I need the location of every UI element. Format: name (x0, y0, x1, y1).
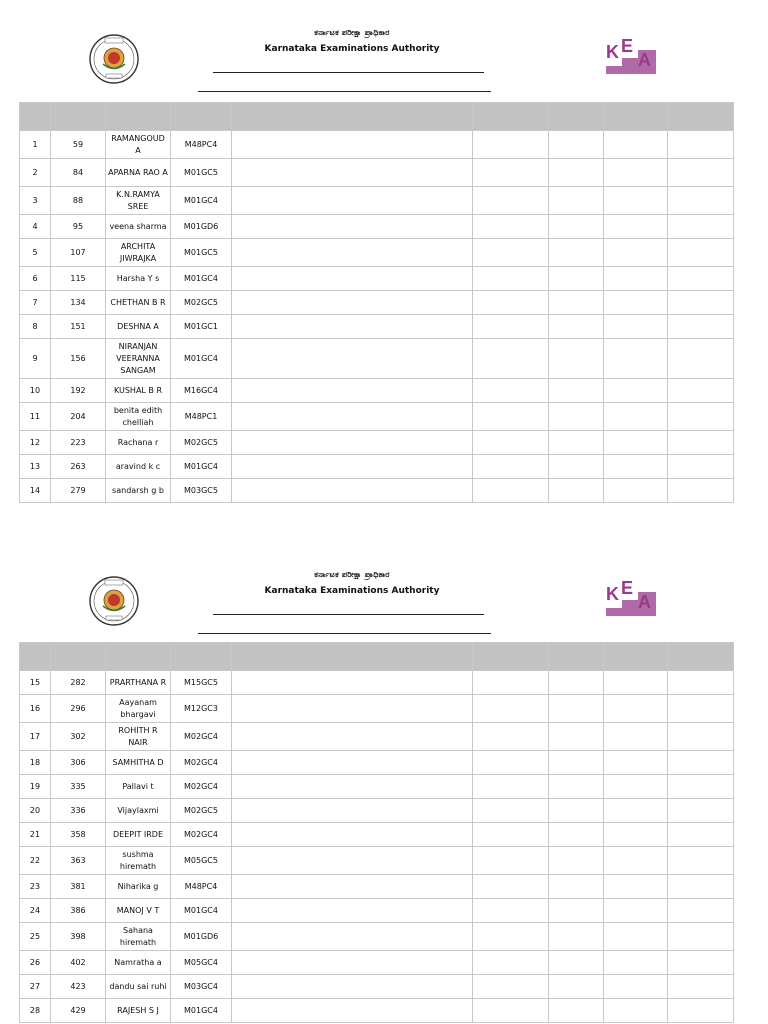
name-cell: aravind k c (106, 455, 171, 479)
code-cell: M02GC5 (171, 291, 232, 315)
rank-cell: 335 (51, 775, 106, 799)
table-row (20, 291, 734, 315)
org-name-english: Karnataka Examinations Authority (264, 586, 440, 596)
name-cell: ARCHITA JIWRAJKA (106, 239, 171, 267)
name-cell: SAMHITHA D (106, 751, 171, 775)
name-cell: benita edith chelliah (106, 403, 171, 431)
code-cell: M15GC5 (171, 671, 232, 695)
rank-cell: 302 (51, 723, 106, 751)
svg-text:E: E (621, 36, 634, 56)
serial-cell: 22 (20, 847, 51, 875)
divider-line (213, 72, 484, 73)
table-row (20, 339, 734, 379)
rank-cell: 95 (51, 215, 106, 239)
divider-line (213, 614, 484, 615)
rank-cell: 263 (51, 455, 106, 479)
serial-cell: 26 (20, 951, 51, 975)
serial-cell: 2 (20, 159, 51, 187)
name-cell: Sahana hiremath (106, 923, 171, 951)
kea-logo-icon (606, 578, 656, 618)
svg-text:E: E (621, 578, 634, 598)
table-row (20, 215, 734, 239)
table-header-row (20, 103, 734, 131)
rank-cell: 306 (51, 751, 106, 775)
rank-cell: 386 (51, 899, 106, 923)
results-table (19, 102, 734, 503)
serial-cell: 24 (20, 899, 51, 923)
name-cell: NIRANJAN VEERANNA SANGAM (106, 339, 171, 379)
code-cell: M01GD6 (171, 923, 232, 951)
name-cell: Niharika g (106, 875, 171, 899)
name-cell: Rachana r (106, 431, 171, 455)
serial-cell: 3 (20, 187, 51, 215)
rank-cell: 84 (51, 159, 106, 187)
serial-cell: 13 (20, 455, 51, 479)
serial-cell: 4 (20, 215, 51, 239)
serial-cell: 18 (20, 751, 51, 775)
serial-cell: 15 (20, 671, 51, 695)
rank-cell: 381 (51, 875, 106, 899)
header-cell (549, 103, 604, 131)
table-row (20, 799, 734, 823)
serial-cell: 5 (20, 239, 51, 267)
table-row (20, 723, 734, 751)
org-name-kannada: ಕರ್ನಾಟಕ ಪರೀಕ್ಷಾ ಪ್ರಾಧಿಕಾರ (314, 570, 390, 579)
table-row (20, 899, 734, 923)
rank-cell: 358 (51, 823, 106, 847)
rank-cell: 156 (51, 339, 106, 379)
serial-cell: 17 (20, 723, 51, 751)
name-cell: CHETHAN B R (106, 291, 171, 315)
serial-cell: 14 (20, 479, 51, 503)
name-cell: MANOJ V T (106, 899, 171, 923)
code-cell: M02GC5 (171, 799, 232, 823)
code-cell: M01GC4 (171, 899, 232, 923)
rank-cell: 296 (51, 695, 106, 723)
serial-cell: 16 (20, 695, 51, 723)
code-cell: M05GC4 (171, 951, 232, 975)
code-cell: M48PC4 (171, 875, 232, 899)
serial-cell: 28 (20, 999, 51, 1023)
name-cell: DEEPIT IRDE (106, 823, 171, 847)
table-row (20, 379, 734, 403)
code-cell: M02GC4 (171, 823, 232, 847)
name-cell: sushma hiremath (106, 847, 171, 875)
name-cell: Vijaylaxmi (106, 799, 171, 823)
serial-cell: 9 (20, 339, 51, 379)
name-cell: Pallavi t (106, 775, 171, 799)
name-cell: RAJESH S J (106, 999, 171, 1023)
rank-cell: 223 (51, 431, 106, 455)
code-cell: M01GC4 (171, 455, 232, 479)
karnataka-emblem-icon (88, 33, 140, 85)
rank-cell: 115 (51, 267, 106, 291)
org-name-kannada: ಕರ್ನಾಟಕ ಪರೀಕ್ಷಾ ಪ್ರಾಧಿಕಾರ (314, 28, 390, 37)
divider-line (198, 633, 491, 634)
name-cell: KUSHAL B R (106, 379, 171, 403)
divider-line (198, 91, 491, 92)
name-cell: RAMANGOUD A (106, 131, 171, 159)
serial-cell: 10 (20, 379, 51, 403)
table-row (20, 695, 734, 723)
rank-cell: 423 (51, 975, 106, 999)
code-cell: M16GC4 (171, 379, 232, 403)
results-table (19, 642, 734, 1023)
rank-cell: 398 (51, 923, 106, 951)
serial-cell: 1 (20, 131, 51, 159)
name-cell: veena sharma (106, 215, 171, 239)
name-cell: DESHNA A (106, 315, 171, 339)
karnataka-emblem-icon (88, 575, 140, 627)
header-cell (473, 643, 549, 671)
table-row (20, 671, 734, 695)
rank-cell: 134 (51, 291, 106, 315)
serial-cell: 20 (20, 799, 51, 823)
table-row (20, 267, 734, 291)
table-header-row (20, 643, 734, 671)
table-row (20, 479, 734, 503)
header-cell (668, 643, 734, 671)
header-cell (473, 103, 549, 131)
code-cell: M02GC4 (171, 723, 232, 751)
code-cell: M02GC4 (171, 751, 232, 775)
rank-cell: 279 (51, 479, 106, 503)
code-cell: M02GC5 (171, 431, 232, 455)
table-row (20, 315, 734, 339)
header-cell (171, 103, 232, 131)
rank-cell: 59 (51, 131, 106, 159)
code-cell: M48PC4 (171, 131, 232, 159)
code-cell: M05GC5 (171, 847, 232, 875)
code-cell: M48PC1 (171, 403, 232, 431)
table-row (20, 999, 734, 1023)
code-cell: M01GC1 (171, 315, 232, 339)
code-cell: M01GC5 (171, 159, 232, 187)
name-cell: sandarsh g b (106, 479, 171, 503)
table-row (20, 239, 734, 267)
rank-cell: 204 (51, 403, 106, 431)
code-cell: M01GD6 (171, 215, 232, 239)
header-cell (51, 643, 106, 671)
rank-cell: 151 (51, 315, 106, 339)
table-row (20, 131, 734, 159)
table-row (20, 875, 734, 899)
serial-cell: 12 (20, 431, 51, 455)
name-cell: ROHITH R NAIR (106, 723, 171, 751)
code-cell: M03GC5 (171, 479, 232, 503)
table-row (20, 975, 734, 999)
table-row (20, 403, 734, 431)
table-row (20, 923, 734, 951)
rank-cell: 107 (51, 239, 106, 267)
code-cell: M01GC4 (171, 999, 232, 1023)
rank-cell: 88 (51, 187, 106, 215)
header-cell (604, 643, 668, 671)
name-cell: APARNA RAO A (106, 159, 171, 187)
svg-text:K: K (606, 584, 619, 604)
code-cell: M12GC3 (171, 695, 232, 723)
serial-cell: 7 (20, 291, 51, 315)
serial-cell: 25 (20, 923, 51, 951)
rank-cell: 363 (51, 847, 106, 875)
rank-cell: 282 (51, 671, 106, 695)
header-cell (171, 643, 232, 671)
kea-logo-icon (606, 36, 656, 76)
code-cell: M02GC4 (171, 775, 232, 799)
serial-cell: 23 (20, 875, 51, 899)
code-cell: M01GC4 (171, 267, 232, 291)
header-cell (604, 103, 668, 131)
serial-cell: 8 (20, 315, 51, 339)
header-cell (106, 103, 171, 131)
header-cell (668, 103, 734, 131)
table-row (20, 847, 734, 875)
name-cell: Harsha Y s (106, 267, 171, 291)
code-cell: M01GC4 (171, 339, 232, 379)
rank-cell: 336 (51, 799, 106, 823)
name-cell: Aayanam bhargavi (106, 695, 171, 723)
rank-cell: 192 (51, 379, 106, 403)
serial-cell: 6 (20, 267, 51, 291)
header-cell (20, 643, 51, 671)
name-cell: K.N.RAMYA SREE (106, 187, 171, 215)
header-cell (20, 103, 51, 131)
table-row (20, 431, 734, 455)
serial-cell: 21 (20, 823, 51, 847)
name-cell: Namratha a (106, 951, 171, 975)
table-row (20, 187, 734, 215)
name-cell: dandu sai ruhi (106, 975, 171, 999)
header-cell (232, 103, 473, 131)
code-cell: M03GC4 (171, 975, 232, 999)
svg-text:A: A (638, 592, 651, 612)
code-cell: M01GC5 (171, 239, 232, 267)
table-row (20, 823, 734, 847)
serial-cell: 27 (20, 975, 51, 999)
serial-cell: 11 (20, 403, 51, 431)
header-cell (232, 643, 473, 671)
header-cell (51, 103, 106, 131)
table-row (20, 159, 734, 187)
header-cell (549, 643, 604, 671)
rank-cell: 402 (51, 951, 106, 975)
code-cell: M01GC4 (171, 187, 232, 215)
header-cell (106, 643, 171, 671)
svg-text:K: K (606, 42, 619, 62)
svg-text:A: A (638, 50, 651, 70)
org-name-english: Karnataka Examinations Authority (264, 44, 440, 54)
name-cell: PRARTHANA R (106, 671, 171, 695)
table-row (20, 455, 734, 479)
table-row (20, 775, 734, 799)
serial-cell: 19 (20, 775, 51, 799)
rank-cell: 429 (51, 999, 106, 1023)
table-row (20, 951, 734, 975)
table-row (20, 751, 734, 775)
